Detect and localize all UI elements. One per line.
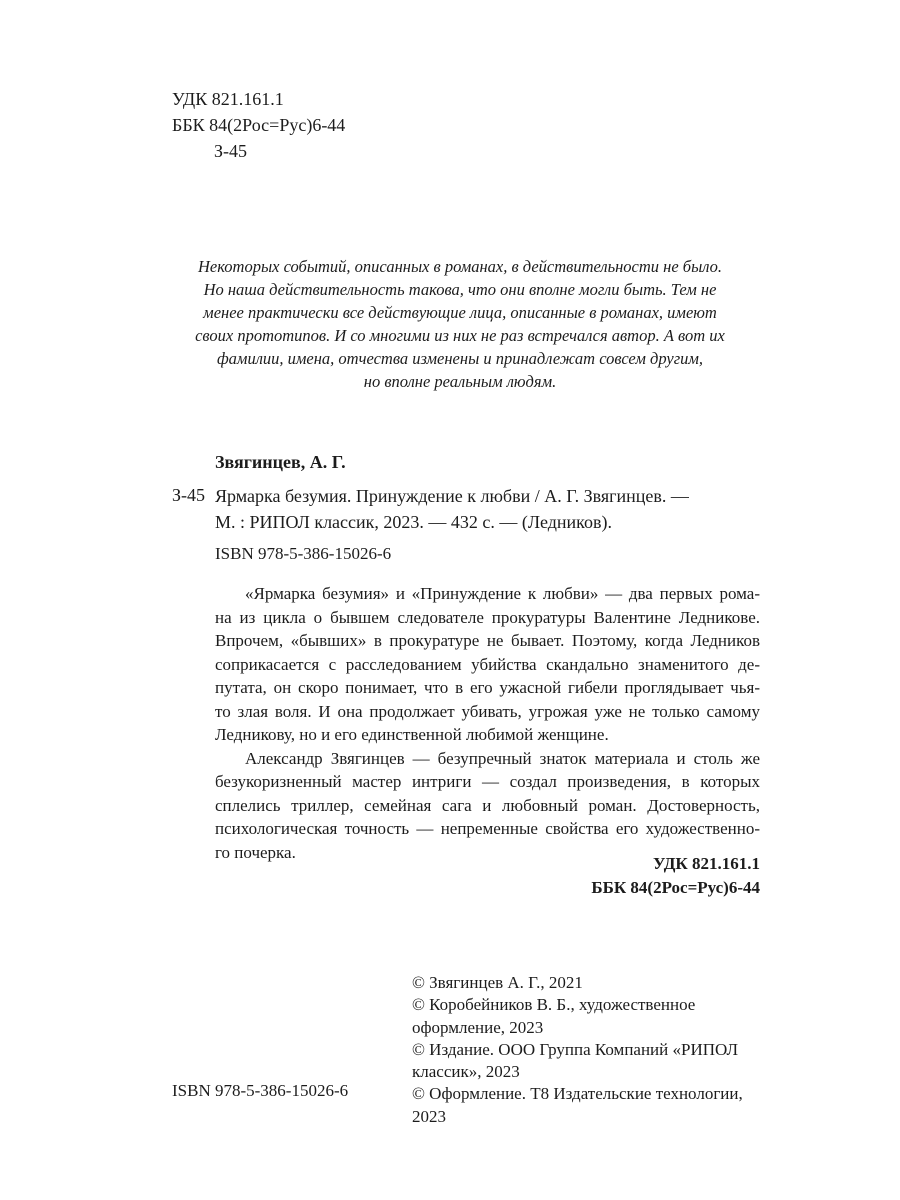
- record-title: [215, 483, 760, 535]
- copyright-line: © Оформление. Т8 Издательские технологии,: [412, 1084, 743, 1104]
- copyright-line: оформление, 2023: [412, 1017, 544, 1037]
- annotation-line: сплелись триллер, семейная сага и любовный роман. Достоверность,: [215, 795, 760, 815]
- title-line: М. : РИПОЛ классик, 2023. — 432 с. — (Ледников).: [215, 512, 612, 532]
- copyright-line: © Звягинцев А. Г., 2021: [412, 973, 583, 992]
- annotation-line: психологическая точность — непременные свойства его художественно-: [215, 819, 760, 838]
- bbk-code: ББК 84(2Рос=Рус)6-44: [172, 115, 346, 135]
- copyright-block: [412, 972, 772, 1128]
- disclaimer-line: своих прототипов. И со многими из них не раз встречался автор. А вот их: [195, 326, 725, 345]
- disclaimer-line: фамилии, имена, отчества изменены и принадлежат совсем другим,: [216, 349, 704, 368]
- copyright-line: © Коробейников В. Б., художественное: [412, 995, 696, 1015]
- disclaimer-line: но вполне реальным людям.: [363, 372, 557, 391]
- copyright-line: классик», 2023: [412, 1062, 520, 1082]
- classification-top: [172, 86, 345, 164]
- annotation-line: Ледникову, но и его единственной любимой женщине.: [215, 725, 609, 744]
- disclaimer-line: Некоторых событий, описанных в романах, в действительности не было.: [197, 257, 723, 276]
- annotation-line: го почерка.: [215, 842, 296, 862]
- copyright-line: © Издание. ООО Группа Компаний «РИПОЛ: [412, 1039, 738, 1059]
- title-line: Ярмарка безумия. Принуждение к любви / А. Г. Звягинцев. —: [215, 486, 689, 506]
- annotation-line: соприкасается с расследованием убийства скандально знаменитого де-: [215, 654, 760, 674]
- record-isbn: ISBN 978-5-386-15026-6: [215, 544, 392, 563]
- disclaimer-line: менее практически все действующие лица, описанные в романах, имеют: [203, 303, 717, 322]
- record-code: З-45: [172, 485, 206, 505]
- udk-code: УДК 821.161.1: [172, 89, 284, 109]
- annotation-line: то злая воля. И она продолжает убивать, угрожая уже не только самому: [215, 701, 760, 721]
- annotation-line: путата, он скоро понимает, что в его ужасной гибели проглядывает чья-: [215, 678, 760, 697]
- disclaimer-line: Но наша действительность такова, что они вполне могли быть. Тем не: [203, 280, 717, 299]
- author-mark: З-45: [214, 141, 248, 161]
- bbk-code-bottom: ББК 84(2Рос=Рус)6-44: [591, 878, 760, 897]
- annotation-line: на из цикла о бывшем следователе прокуратуры Валентине Ледникове.: [215, 607, 760, 627]
- disclaimer: [160, 255, 760, 393]
- annotation-line: Впрочем, «бывших» в прокуратуре не бывает. Поэтому, когда Ледников: [215, 631, 760, 650]
- udk-code-bottom: УДК 821.161.1: [652, 854, 760, 873]
- annotation-line: «Ярмарка безумия» и «Принуждение к любви» — два первых рома-: [245, 584, 760, 603]
- isbn-bottom: ISBN 978-5-386-15026-6: [172, 1081, 349, 1100]
- copyright-line: 2023: [412, 1106, 446, 1126]
- classification-bottom: [480, 852, 760, 900]
- annotation-line: безукоризненный мастер интриги — создал произведения, в которых: [215, 772, 760, 791]
- record-author: Звягинцев, А. Г.: [215, 452, 346, 472]
- annotation: [215, 582, 760, 864]
- annotation-line: Александр Звягинцев — безупречный знаток материала и столь же: [245, 748, 760, 768]
